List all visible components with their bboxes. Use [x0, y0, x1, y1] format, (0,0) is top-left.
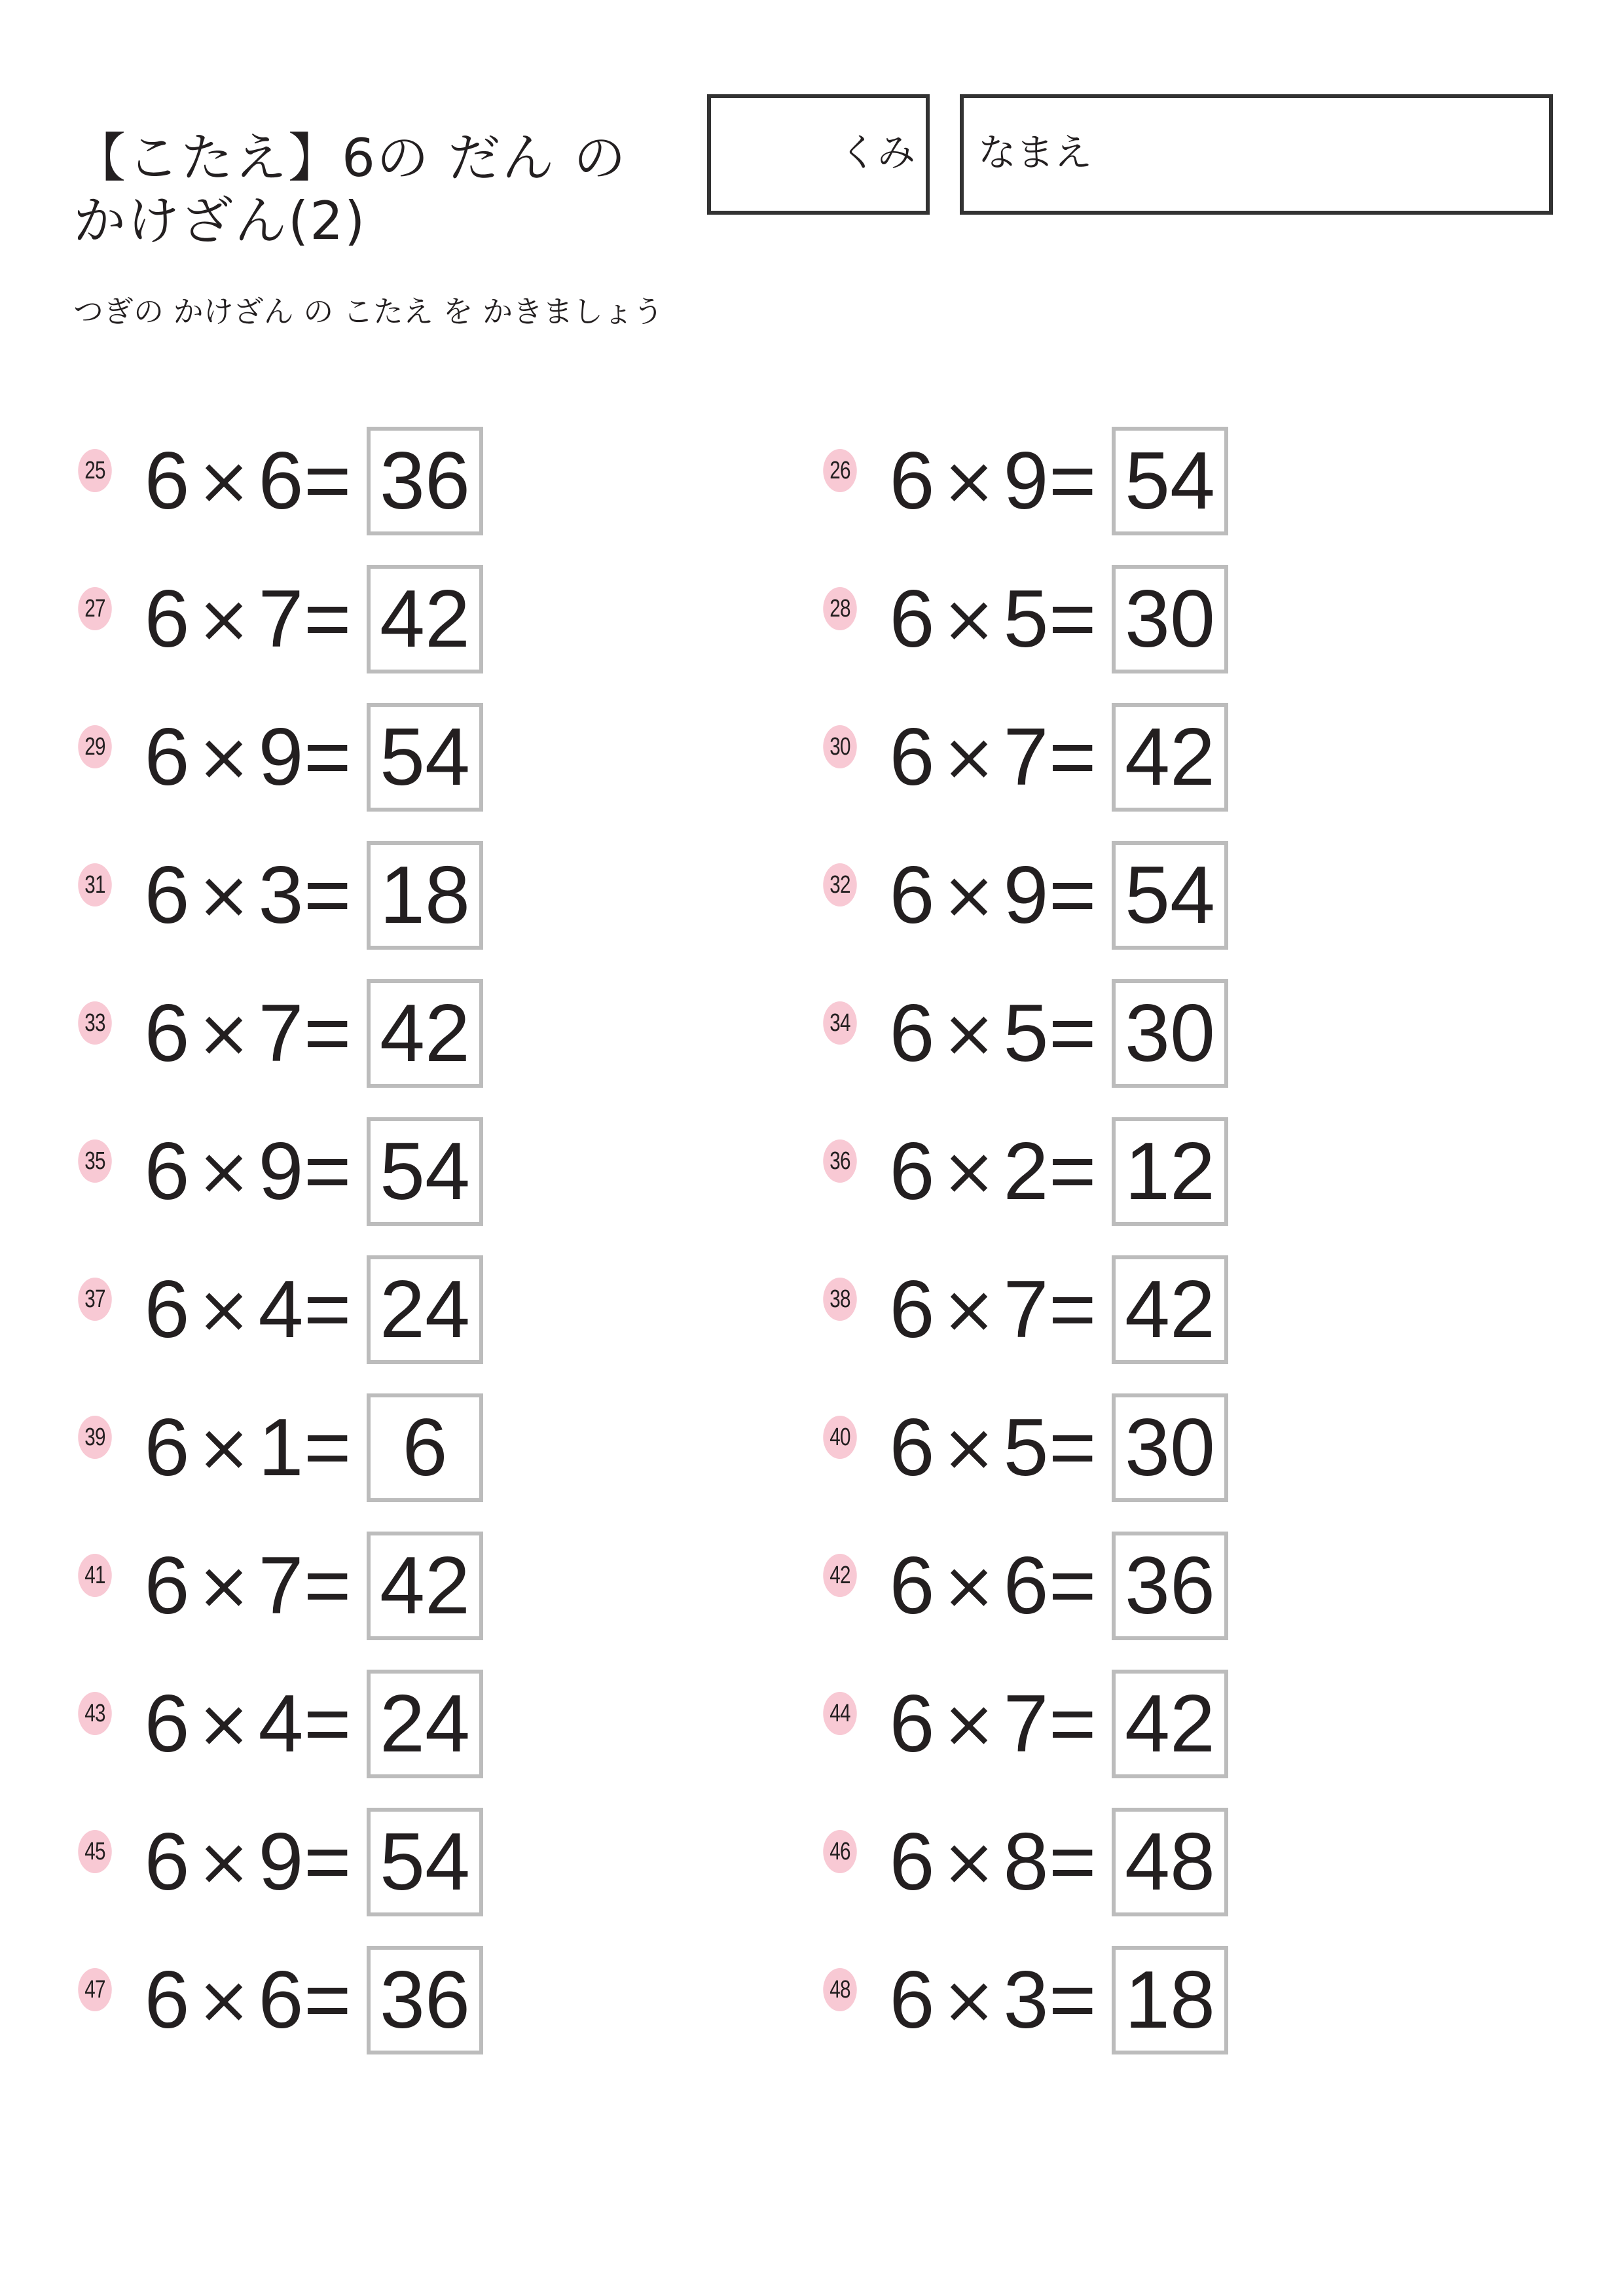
- worksheet-title: [73, 127, 676, 253]
- multiplier: 5: [1003, 988, 1049, 1079]
- problem-number-badge: 28: [823, 587, 856, 630]
- equals-sign: =: [304, 1126, 352, 1217]
- problem-number-badge: 31: [78, 863, 111, 906]
- multiplier: 9: [258, 1817, 304, 1907]
- problem-number-badge: 32: [823, 863, 856, 906]
- multiplier: 7: [258, 988, 304, 1079]
- equals-sign: =: [304, 988, 352, 1079]
- times-sign: ×: [196, 995, 251, 1071]
- problem-number-badge: 42: [823, 1554, 856, 1597]
- problem-item: [73, 1946, 663, 2054]
- multiplier: 7: [258, 574, 304, 664]
- problem-number-badge: 25: [78, 449, 111, 492]
- problem-number-badge: 27: [78, 587, 111, 630]
- multiplicand: 6: [889, 1403, 935, 1493]
- answer-box[interactable]: 36: [1112, 1532, 1228, 1640]
- times-sign: ×: [941, 442, 996, 519]
- problem-item: [818, 1255, 1408, 1364]
- equals-sign: =: [1049, 1541, 1097, 1631]
- equals-sign: =: [304, 850, 352, 941]
- answer-box[interactable]: 30: [1112, 1393, 1228, 1502]
- multiplicand: 6: [889, 850, 935, 941]
- problem-item: [818, 1532, 1408, 1640]
- multiplier: 9: [258, 1126, 304, 1217]
- multiplicand: 6: [889, 1265, 935, 1355]
- times-sign: ×: [196, 581, 251, 657]
- problem-number-badge: 45: [78, 1830, 111, 1873]
- problem-item: [73, 841, 663, 950]
- multiplication-expression: [889, 1122, 1095, 1221]
- multiplier: 3: [258, 850, 304, 941]
- multiplier: 9: [1003, 436, 1049, 526]
- multiplier: 6: [258, 436, 304, 526]
- multiplicand: 6: [889, 436, 935, 526]
- multiplication-expression: [144, 1537, 350, 1635]
- times-sign: ×: [941, 857, 996, 933]
- instructions: つぎの かけざん の こたえ を かきましょう: [73, 294, 664, 329]
- problem-item: [818, 1946, 1408, 2054]
- problem-item: [73, 1670, 663, 1778]
- multiplication-expression: [144, 1813, 350, 1911]
- multiplier: 6: [258, 1955, 304, 2045]
- multiplicand: 6: [144, 1679, 190, 1769]
- answer-box[interactable]: 42: [367, 979, 483, 1088]
- multiplicand: 6: [144, 850, 190, 941]
- problem-item: [818, 703, 1408, 812]
- equals-sign: =: [1049, 712, 1097, 802]
- answer-box[interactable]: 42: [1112, 1670, 1228, 1778]
- answer-box[interactable]: 42: [367, 1532, 483, 1640]
- problem-number-badge: 38: [823, 1278, 856, 1321]
- multiplier: 7: [258, 1541, 304, 1631]
- answer-box[interactable]: 36: [367, 1946, 483, 2054]
- answer-box[interactable]: 54: [367, 1808, 483, 1916]
- problem-number-badge: 35: [78, 1139, 111, 1183]
- multiplication-expression: [144, 1675, 350, 1773]
- multiplicand: 6: [144, 1403, 190, 1493]
- problem-item: [818, 1808, 1408, 1916]
- problem-item: [73, 565, 663, 673]
- problem-number-badge: 48: [823, 1968, 856, 2011]
- equals-sign: =: [1049, 988, 1097, 1079]
- answer-box[interactable]: 54: [1112, 427, 1228, 535]
- equals-sign: =: [304, 574, 352, 664]
- title-line-2: かけざん(2): [73, 190, 367, 251]
- multiplication-expression: [889, 432, 1095, 530]
- equals-sign: =: [1049, 1265, 1097, 1355]
- problem-item: [818, 1117, 1408, 1226]
- multiplier: 7: [1003, 712, 1049, 802]
- multiplication-expression: [889, 1261, 1095, 1359]
- equals-sign: =: [1049, 1126, 1097, 1217]
- answer-box[interactable]: 18: [1112, 1946, 1228, 2054]
- times-sign: ×: [196, 1823, 251, 1900]
- equals-sign: =: [304, 1541, 352, 1631]
- multiplicand: 6: [889, 712, 935, 802]
- equals-sign: =: [304, 712, 352, 802]
- multiplication-expression: [144, 846, 350, 944]
- name-label: なまえ: [978, 130, 1093, 175]
- multiplication-expression: [144, 432, 350, 530]
- times-sign: ×: [196, 442, 251, 519]
- times-sign: ×: [196, 1547, 251, 1624]
- problem-number-badge: 29: [78, 725, 111, 768]
- multiplicand: 6: [889, 988, 935, 1079]
- multiplier: 3: [1003, 1955, 1049, 2045]
- multiplier: 4: [258, 1679, 304, 1769]
- times-sign: ×: [941, 1962, 996, 2038]
- multiplicand: 6: [144, 1955, 190, 2045]
- equals-sign: =: [1049, 1817, 1097, 1907]
- multiplication-expression: [144, 708, 350, 806]
- multiplication-expression: [889, 1813, 1095, 1911]
- multiplicand: 6: [889, 1817, 935, 1907]
- equals-sign: =: [1049, 1403, 1097, 1493]
- equals-sign: =: [304, 1403, 352, 1493]
- problem-number-badge: 33: [78, 1001, 111, 1045]
- problem-item: [818, 427, 1408, 535]
- problem-number-badge: 34: [823, 1001, 856, 1045]
- multiplicand: 6: [144, 712, 190, 802]
- multiplication-expression: [144, 1122, 350, 1221]
- problem-item: [818, 565, 1408, 673]
- multiplication-expression: [889, 570, 1095, 668]
- times-sign: ×: [941, 581, 996, 657]
- multiplication-expression: [889, 1399, 1095, 1497]
- equals-sign: =: [304, 1679, 352, 1769]
- times-sign: ×: [941, 995, 996, 1071]
- times-sign: ×: [196, 1271, 251, 1348]
- equals-sign: =: [1049, 1679, 1097, 1769]
- multiplier: 8: [1003, 1817, 1049, 1907]
- multiplicand: 6: [144, 436, 190, 526]
- answer-box[interactable]: 42: [1112, 703, 1228, 812]
- problem-item: [73, 1808, 663, 1916]
- multiplier: 5: [1003, 574, 1049, 664]
- answer-box[interactable]: 42: [1112, 1255, 1228, 1364]
- multiplier: 9: [258, 712, 304, 802]
- multiplier: 6: [1003, 1541, 1049, 1631]
- multiplier: 5: [1003, 1403, 1049, 1493]
- times-sign: ×: [941, 1133, 996, 1210]
- problem-number-badge: 44: [823, 1692, 856, 1735]
- times-sign: ×: [196, 1409, 251, 1486]
- equals-sign: =: [1049, 1955, 1097, 2045]
- problem-item: [73, 1255, 663, 1364]
- problem-number-badge: 30: [823, 725, 856, 768]
- problem-item: [818, 841, 1408, 950]
- name-field[interactable]: [960, 94, 1553, 215]
- problem-number-badge: 37: [78, 1278, 111, 1321]
- problem-item: [73, 1532, 663, 1640]
- multiplicand: 6: [144, 574, 190, 664]
- answer-box[interactable]: 54: [1112, 841, 1228, 950]
- answer-box[interactable]: 24: [367, 1670, 483, 1778]
- times-sign: ×: [196, 1133, 251, 1210]
- multiplication-expression: [889, 846, 1095, 944]
- multiplication-expression: [889, 1951, 1095, 2049]
- problem-number-badge: 36: [823, 1139, 856, 1183]
- answer-box[interactable]: 24: [367, 1255, 483, 1364]
- multiplicand: 6: [144, 1265, 190, 1355]
- times-sign: ×: [941, 1271, 996, 1348]
- multiplicand: 6: [144, 988, 190, 1079]
- problem-item: [73, 1393, 663, 1502]
- answer-box[interactable]: 54: [367, 1117, 483, 1226]
- times-sign: ×: [196, 1685, 251, 1762]
- problem-number-badge: 40: [823, 1416, 856, 1459]
- multiplicand: 6: [889, 1955, 935, 2045]
- times-sign: ×: [196, 857, 251, 933]
- multiplier: 7: [1003, 1265, 1049, 1355]
- multiplier: 2: [1003, 1126, 1049, 1217]
- multiplier: 7: [1003, 1679, 1049, 1769]
- multiplicand: 6: [889, 1126, 935, 1217]
- class-field[interactable]: [707, 94, 930, 215]
- answer-box[interactable]: 18: [367, 841, 483, 950]
- multiplicand: 6: [144, 1817, 190, 1907]
- equals-sign: =: [304, 1955, 352, 2045]
- problem-number-badge: 43: [78, 1692, 111, 1735]
- problem-number-badge: 41: [78, 1554, 111, 1597]
- answer-box[interactable]: 30: [1112, 979, 1228, 1088]
- problem-item: [818, 1670, 1408, 1778]
- problem-item: [73, 703, 663, 812]
- multiplication-expression: [144, 1951, 350, 2049]
- equals-sign: =: [304, 436, 352, 526]
- equals-sign: =: [304, 1265, 352, 1355]
- times-sign: ×: [941, 1823, 996, 1900]
- multiplicand: 6: [144, 1126, 190, 1217]
- problem-item: [73, 1117, 663, 1226]
- multiplicand: 6: [889, 1679, 935, 1769]
- multiplication-expression: [144, 1399, 350, 1497]
- problem-item: [818, 979, 1408, 1088]
- problem-number-badge: 39: [78, 1416, 111, 1459]
- class-label: くみ: [839, 130, 915, 175]
- multiplicand: 6: [889, 574, 935, 664]
- times-sign: ×: [941, 1547, 996, 1624]
- equals-sign: =: [304, 1817, 352, 1907]
- problem-number-badge: 46: [823, 1830, 856, 1873]
- times-sign: ×: [941, 1409, 996, 1486]
- multiplication-expression: [144, 1261, 350, 1359]
- problem-item: [73, 427, 663, 535]
- multiplier: 1: [258, 1403, 304, 1493]
- equals-sign: =: [1049, 850, 1097, 941]
- multiplication-expression: [889, 984, 1095, 1083]
- multiplication-expression: [889, 708, 1095, 806]
- answer-box[interactable]: 12: [1112, 1117, 1228, 1226]
- multiplication-expression: [889, 1537, 1095, 1635]
- multiplication-expression: [144, 984, 350, 1083]
- times-sign: ×: [196, 719, 251, 795]
- multiplier: 4: [258, 1265, 304, 1355]
- problem-item: [73, 979, 663, 1088]
- multiplicand: 6: [144, 1541, 190, 1631]
- answer-box[interactable]: 54: [367, 703, 483, 812]
- multiplicand: 6: [889, 1541, 935, 1631]
- problem-number-badge: 47: [78, 1968, 111, 2011]
- answer-box[interactable]: 48: [1112, 1808, 1228, 1916]
- equals-sign: =: [1049, 574, 1097, 664]
- multiplication-expression: [144, 570, 350, 668]
- problem-number-badge: 26: [823, 449, 856, 492]
- problem-item: [818, 1393, 1408, 1502]
- answer-box[interactable]: 6: [367, 1393, 483, 1502]
- answer-box[interactable]: 36: [367, 427, 483, 535]
- equals-sign: =: [1049, 436, 1097, 526]
- answer-box[interactable]: 42: [367, 565, 483, 673]
- answer-box[interactable]: 30: [1112, 565, 1228, 673]
- times-sign: ×: [196, 1962, 251, 2038]
- times-sign: ×: [941, 1685, 996, 1762]
- times-sign: ×: [941, 719, 996, 795]
- multiplication-expression: [889, 1675, 1095, 1773]
- title-line-1: 【こたえ】6の だん の: [73, 127, 627, 188]
- multiplier: 9: [1003, 850, 1049, 941]
